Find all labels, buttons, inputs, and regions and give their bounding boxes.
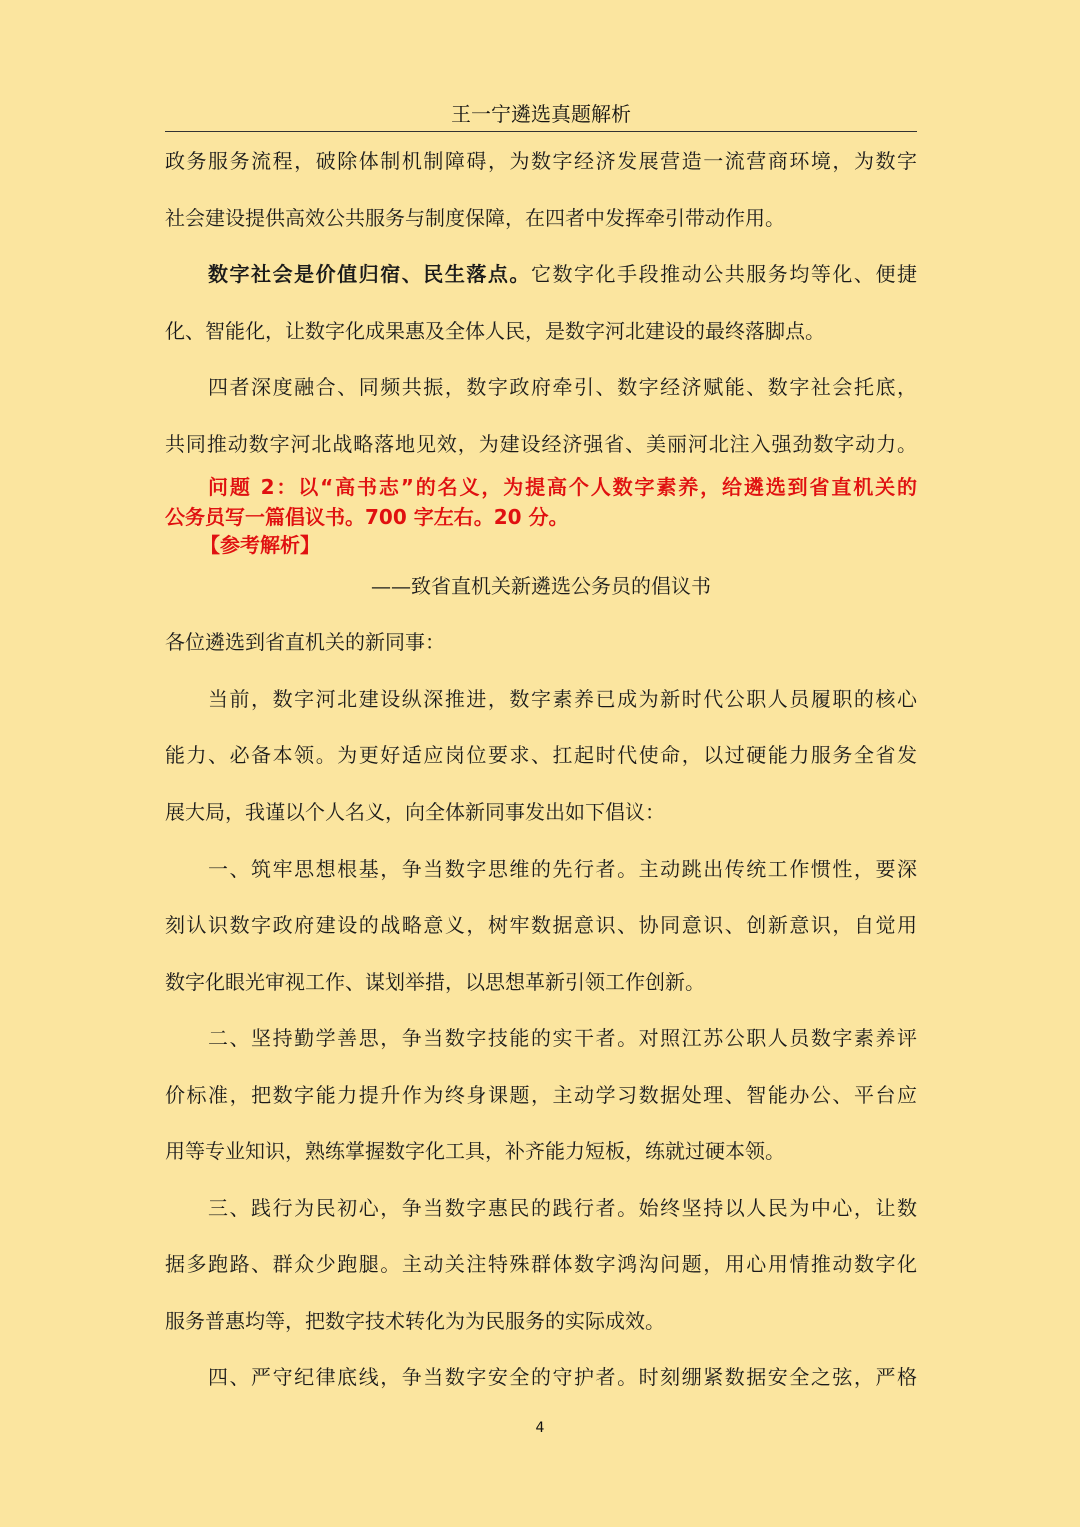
paragraph-line: 二、坚持勤学善思，争当数字技能的实干者。对照江苏公职人员数字素养评 [208, 1026, 917, 1050]
paragraph-line: 价标准，把数字能力提升作为终身课题，主动学习数据处理、智能办公、平台应 [165, 1083, 917, 1107]
emphasis-text: 数字社会是价值归宿、民生落点。 [208, 262, 531, 286]
paragraph-text: 它数字化手段推动公共服务均等化、便捷 [530, 262, 917, 286]
paragraph-line: 服务普惠均等，把数字技术转化为为民服务的实际成效。 [165, 1309, 665, 1333]
header-divider [165, 131, 917, 132]
paragraph-line: 化、智能化，让数字化成果惠及全体人民，是数字河北建设的最终落脚点。 [165, 319, 825, 343]
paragraph-line: 四者深度融合、同频共振，数字政府牵引、数字经济赋能、数字社会托底， [208, 375, 917, 399]
paragraph-line: 四、严守纪律底线，争当数字安全的守护者。时刻绷紧数据安全之弦，严格 [208, 1365, 917, 1389]
paragraph-line: 一、筑牢思想根基，争当数字思维的先行者。主动跳出传统工作惯性，要深 [208, 857, 917, 881]
paragraph-line: 用等专业知识，熟练掌握数字化工具，补齐能力短板，练就过硬本领。 [165, 1139, 785, 1163]
paragraph-line: 当前，数字河北建设纵深推进，数字素养已成为新时代公职人员履职的核心 [208, 687, 917, 711]
paragraph-line: 据多跑路、群众少跑腿。主动关注特殊群体数字鸿沟问题，用心用情推动数字化 [165, 1252, 917, 1276]
paragraph-line: 展大局，我谨以个人名义，向全体新同事发出如下倡议： [165, 800, 665, 824]
salutation: 各位遴选到省直机关的新同事： [165, 630, 445, 654]
answer-label: 【参考解析】 [200, 533, 320, 557]
paragraph-line: 社会建设提供高效公共服务与制度保障，在四者中发挥牵引带动作用。 [165, 206, 785, 230]
paragraph-line: 刻认识数字政府建设的战略意义，树牢数据意识、协同意识、创新意识，自觉用 [165, 913, 917, 937]
paragraph-line [165, 259, 917, 289]
paragraph-line: 数字化眼光审视工作、谋划举措，以思想革新引领工作创新。 [165, 970, 705, 994]
page-header-title: 王一宁遴选真题解析 [451, 102, 631, 126]
page-number: 4 [535, 1420, 545, 1436]
paragraph-line: 能力、必备本领。为更好适应岗位要求、扛起时代使命，以过硬能力服务全省发 [165, 743, 917, 767]
paragraph-line: 共同推动数字河北战略落地见效，为建设经济强省、美丽河北注入强劲数字动力。 [165, 432, 917, 456]
document-title: ——致省直机关新遴选公务员的倡议书 [371, 574, 711, 598]
question-line: 公务员写一篇倡议书。700 字左右。20 分。 [165, 505, 569, 529]
paragraph-line: 政务服务流程，破除体制机制障碍，为数字经济发展营造一流营商环境，为数字 [165, 149, 917, 173]
question-line: 问题 2：以“高书志”的名义，为提高个人数字素养，给遴选到省直机关的 [208, 475, 917, 499]
paragraph-line: 三、践行为民初心，争当数字惠民的践行者。始终坚持以人民为中心，让数 [208, 1196, 917, 1220]
